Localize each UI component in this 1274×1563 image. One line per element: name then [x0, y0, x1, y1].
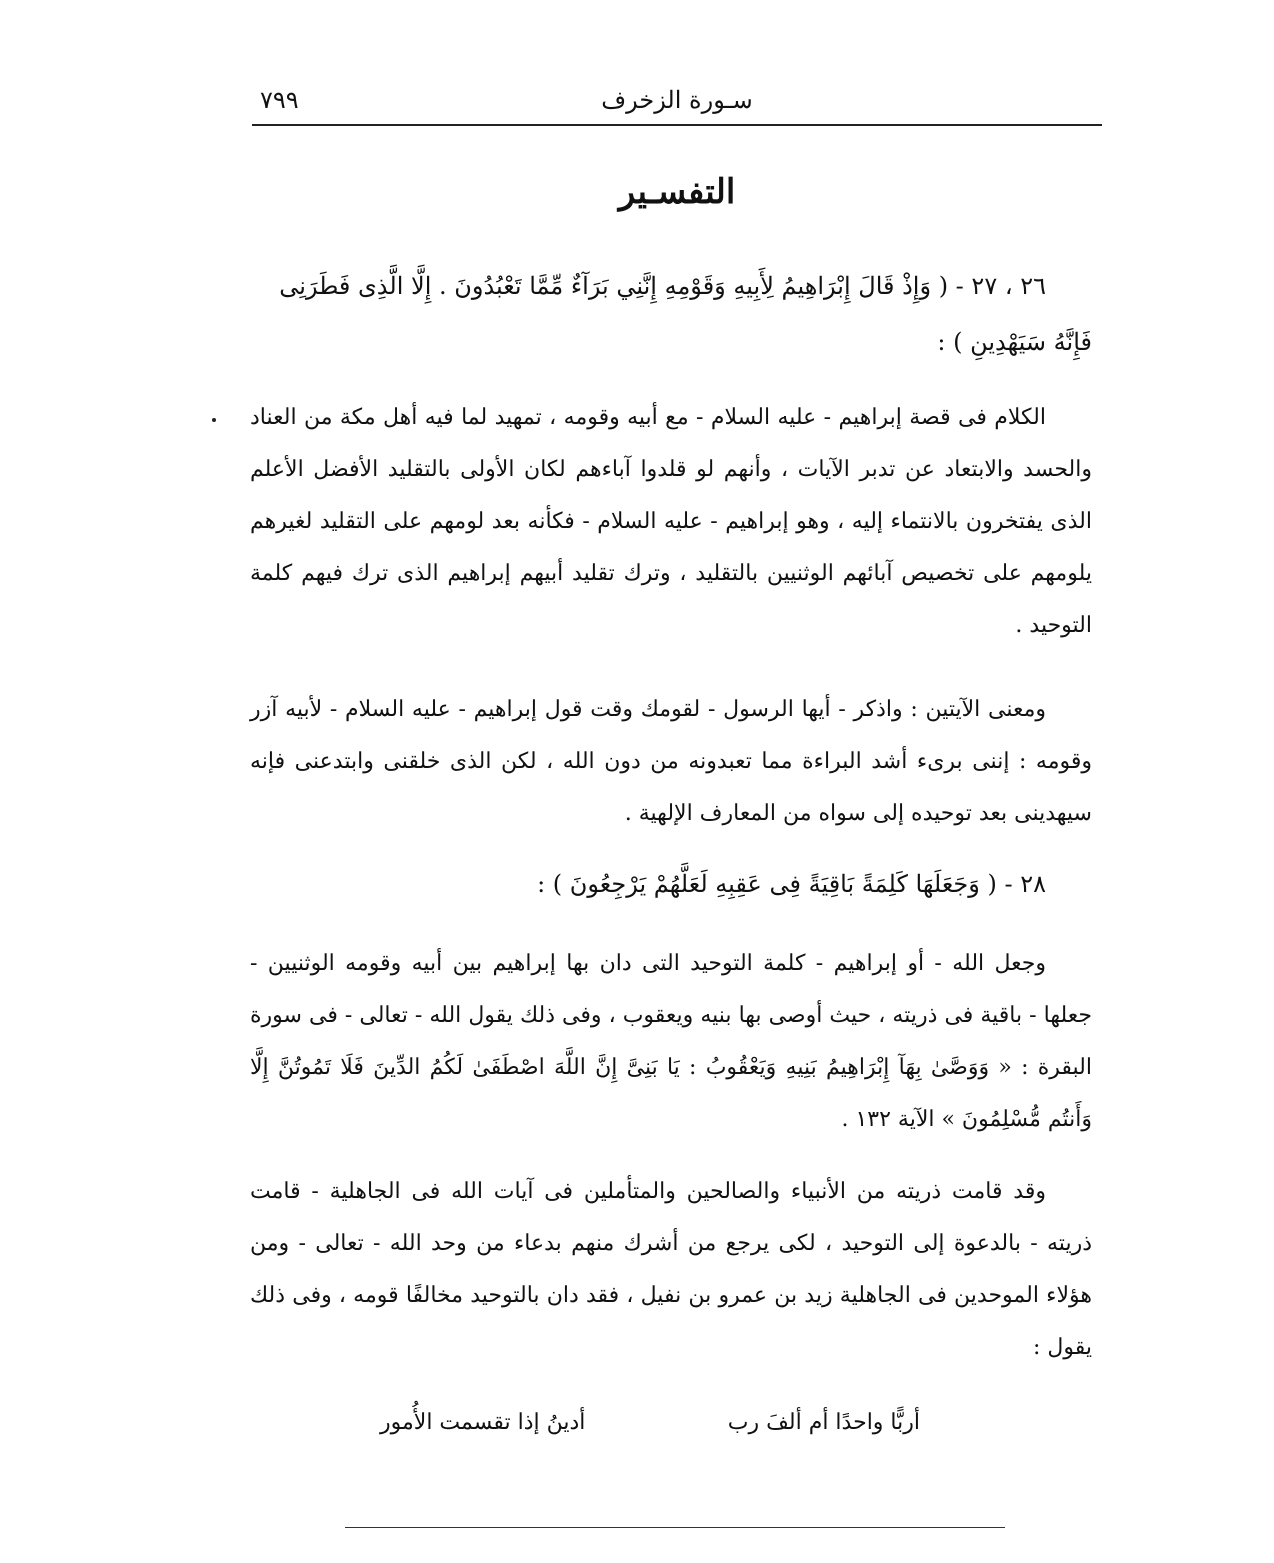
stray-dot-mark — [212, 418, 216, 422]
paragraph-text: ومعنى الآيتين : واذكر - أيها الرسول - لقومك وقت قول إبراهيم - عليه السلام - لأبيه آزر وقومه : إننى برىء أشد البراءة مما تعبدونه من دون الله ، لكن الذى خلقنى وابتدعنى فإنه سيهدينى بعد توحيده إلى سواه من المعارف الإلهية . — [250, 697, 1092, 826]
page-number: ٧٩٩ — [260, 86, 299, 114]
paragraph-4 — [250, 1166, 1092, 1374]
surah-title: سـورة الزخرف — [601, 86, 753, 114]
section-heading: التفسـير — [618, 172, 736, 212]
header-rule — [252, 124, 1102, 126]
paragraph-1 — [250, 392, 1092, 652]
poem-first-hemistich: أربًّا واحدًا أم ألفَ رب — [727, 1410, 920, 1435]
paragraph-text: وجعل الله - أو إبراهيم - كلمة التوحيد التى دان بها إبراهيم بين أبيه وقومه الوثنيين - جعلها - باقية فى ذريته ، حيث أوصى بها بنيه ويعقوب ، وفى ذلك يقول الله - تعالى - فى سورة البقرة : « وَوَصَّىٰ بِهَآ إِبْرَاهِيمُ بَنِيهِ وَيَعْقُوبُ : يَا بَنِىَّ إِنَّ اللَّهَ اصْطَفَىٰ لَكُمُ الدِّينَ فَلَا تَمُوتُنَّ إِلَّا وَأَنتُم مُّسْلِمُونَ » الآية ١٣٢ . — [250, 951, 1092, 1132]
footer-rule — [345, 1527, 1005, 1528]
poem-verse — [380, 1402, 920, 1458]
page-header — [252, 80, 1102, 122]
verse-text: ٢٦ ، ٢٧ - ( وَإِذْ قَالَ إِبْرَاهِيمُ لِأَبِيهِ وَقَوْمِهِ إِنَّنِي بَرَآءٌ مِّمَّا تَعْبُدُونَ . إِلَّا الَّذِى فَطَرَنِى فَإِنَّهُ سَيَهْدِينِ ) : — [279, 272, 1092, 356]
verse-text: ٢٨ - ( وَجَعَلَهَا كَلِمَةً بَاقِيَةً فِى عَقِبِهِ لَعَلَّهُمْ يَرْجِعُونَ ) : — [537, 870, 1046, 898]
verse-26-27 — [250, 258, 1092, 370]
verse-28 — [250, 856, 1092, 912]
paragraph-2 — [250, 684, 1092, 840]
paragraph-text: وقد قامت ذريته من الأنبياء والصالحين والمتأملين فى آيات الله فى الجاهلية - قامت ذريته - بالدعوة إلى التوحيد ، لكى يرجع من أشرك منهم بدعاء من وحد الله - تعالى - ومن هؤلاء الموحدين فى الجاهلية زيد بن عمرو بن نفيل ، فقد دان بالتوحيد مخالفًا قومه ، وفى ذلك يقول : — [250, 1179, 1092, 1360]
poem-second-hemistich: أدينُ إذا تقسمت الأُمور — [380, 1410, 586, 1435]
paragraph-3 — [250, 938, 1092, 1146]
paragraph-text: الكلام فى قصة إبراهيم - عليه السلام - مع أبيه وقومه ، تمهيد لما فيه أهل مكة من العناد والحسد والابتعاد عن تدبر الآيات ، وأنهم لو قلدوا آباءهم لكان الأولى بالتقليد الأفضل الأعلم الذى يفتخرون بالانتماء إليه ، وهو إبراهيم - عليه السلام - فكأنه بعد لومهم على التقليد لغيرهم يلومهم على تخصيص آبائهم الوثنيين بالتقليد ، وترك تقليد أبيهم إبراهيم الذى ترك فيهم كلمة التوحيد . — [250, 405, 1092, 638]
